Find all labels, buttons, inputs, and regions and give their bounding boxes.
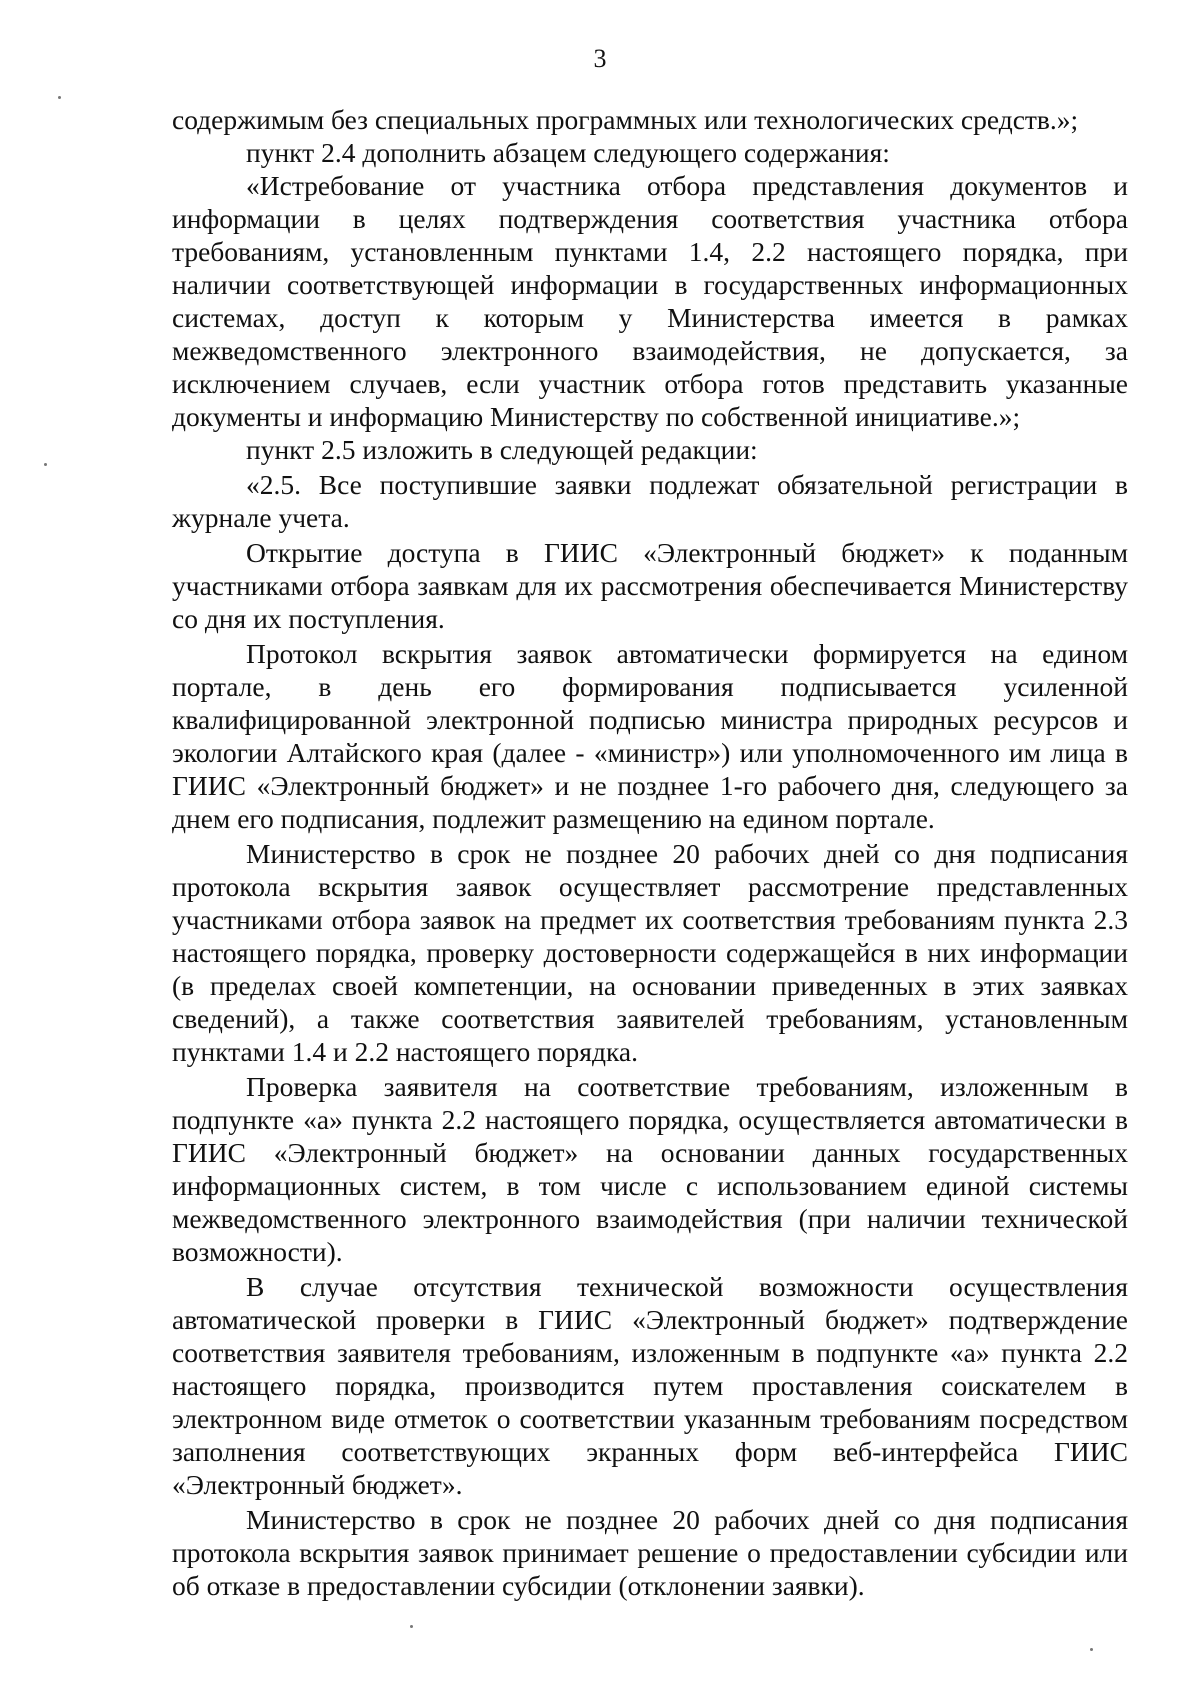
paragraph: Министерство в срок не позднее 20 рабочих дней со дня подписания протокола вскрытия заявок осуществляет рассмотрение представленных участниками отбора заявок на предмет их соответствия требованиям пункта 2.3 настоящего порядка, проверку достоверности содержащейся в них информации (в пределах своей компетенции, на основании приведенных в этих заявках сведений), а также соответствия заявителей требованиям, установленным пунктами 1.4 и 2.2 настоящего порядка. bbox=[172, 838, 1128, 1067]
paragraph: Открытие доступа в ГИИС «Электронный бюджет» к поданным участниками отбора заявкам для их рассмотрения обеспечивается Министерству со дня их поступления. bbox=[172, 537, 1128, 634]
paragraph: «2.5. Все поступившие заявки подлежат обязательной регистрации в журнале учета. bbox=[172, 469, 1128, 533]
paragraph: Протокол вскрытия заявок автоматически формируется на едином портале, в день его формирования подписывается усиленной квалифицированной электронной подписью министра природных ресурсов и экологии Алтайского края (далее - «министр») или уполномоченного им лица в ГИИС «Электронный бюджет» и не позднее 1-го рабочего дня, следующего за днем его подписания, подлежит размещению на едином портале. bbox=[172, 638, 1128, 834]
document-body bbox=[172, 103, 1128, 1602]
paragraph: пункт 2.4 дополнить абзацем следующего содержания: bbox=[246, 137, 890, 168]
scan-speck bbox=[410, 1625, 413, 1628]
paragraph: пункт 2.5 изложить в следующей редакции: bbox=[246, 434, 758, 465]
scan-speck bbox=[58, 96, 61, 99]
paragraph: содержимым без специальных программных или технологических средств.»; bbox=[172, 104, 1079, 135]
paragraph: Министерство в срок не позднее 20 рабочих дней со дня подписания протокола вскрытия заявок принимает решение о предоставлении субсидии или об отказе в предоставлении субсидии (отклонении заявки). bbox=[172, 1504, 1128, 1601]
scan-speck bbox=[1090, 1648, 1093, 1651]
page-number: 3 bbox=[593, 44, 607, 73]
paragraph: В случае отсутствия технической возможности осуществления автоматической проверки в ГИИС «Электронный бюджет» подтверждение соответствия заявителя требованиям, изложенным в подпункте «а» пункта 2.2 настоящего порядка, производится путем проставления соискателем в электронном виде отметок о соответствии указанным требованиям посредством заполнения соответствующих экранных форм веб-интерфейса ГИИС «Электронный бюджет». bbox=[172, 1271, 1128, 1500]
scan-speck bbox=[44, 463, 47, 466]
paragraph: «Истребование от участника отбора представления документов и информации в целях подтверждения соответствия участника отбора требованиям, установленным пунктами 1.4, 2.2 настоящего порядка, при наличии соответствующей информации в государственных информационных системах, доступ к которым у Министерства имеется в рамках межведомственного электронного взаимодействия, не допускается, за исключением случаев, если участник отбора готов представить указанные документы и информацию Министерству по собственной инициативе.»; bbox=[172, 170, 1128, 432]
paragraph: Проверка заявителя на соответствие требованиям, изложенным в подпункте «а» пункта 2.2 настоящего порядка, осуществляется автоматически в ГИИС «Электронный бюджет» на основании данных государственных информационных систем, в том числе с использованием единой системы межведомственного электронного взаимодействия (при наличии технической возможности). bbox=[172, 1071, 1128, 1267]
